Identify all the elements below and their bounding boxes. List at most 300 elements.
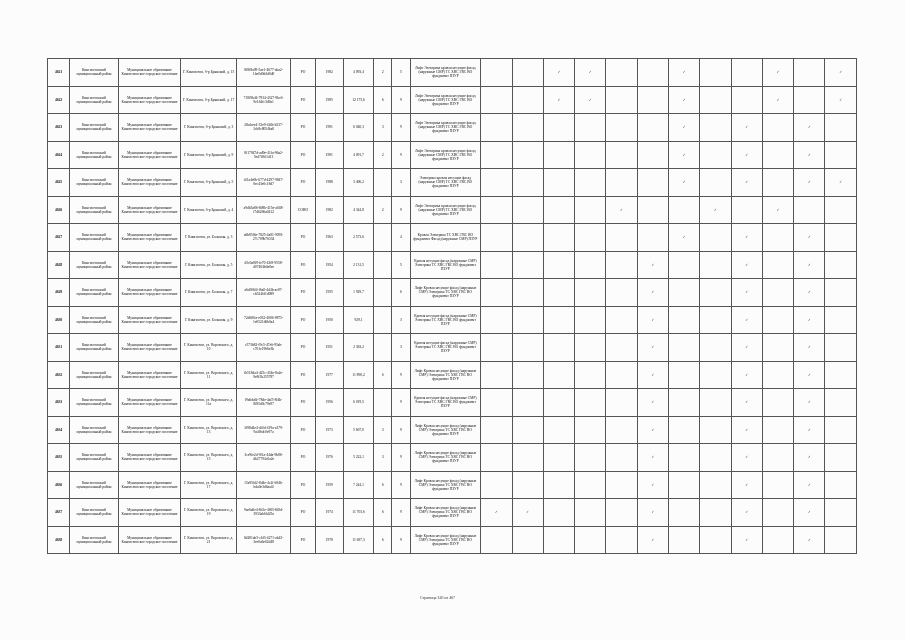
work-check-cell [825,169,857,197]
owner-cell: Муниципальное образование Кингисеппское городское поселение [118,196,181,224]
entrances-cell: 9 [392,416,410,444]
work-check-cell [762,389,793,417]
owner-cell: Муниципальное образование Кингисеппское городское поселение [118,499,181,527]
work-check-cell [731,169,762,197]
work-check-cell [731,361,762,389]
year-cell: 1982 [315,59,343,87]
check-mark-icon: ✓ [839,97,843,102]
work-check-cell [700,251,731,279]
check-mark-icon: ✓ [807,400,811,405]
work-check-cell [731,196,762,224]
district-cell: Кингисеппский муниципальный район [70,86,118,114]
work-check-cell [762,59,793,87]
work-check-cell [668,306,699,334]
work-check-cell [543,224,574,252]
work-check-cell [731,471,762,499]
row-number: 4631 [48,334,70,362]
row-number: 4621 [48,59,70,87]
type-cell: РО [291,361,315,389]
check-mark-icon: ✓ [807,482,811,487]
work-check-cell [762,196,793,224]
works-cell: Лифт Электрика кровля несущие фасад (наружные СМР) ТС ХВС ГВС ВО фундамент ПЗУР [410,114,481,142]
year-cell: 1991 [315,114,343,142]
address-cell: Г. Кингисепп, ул. Воровского, д. 15 [181,444,237,472]
owner-cell: Муниципальное образование Кингисеппское городское поселение [118,279,181,307]
check-mark-icon: ✓ [807,290,811,295]
owner-cell: Муниципальное образование Кингисеппское городское поселение [118,416,181,444]
work-check-cell [700,389,731,417]
work-check-cell [637,224,668,252]
area-cell: 12 175,6 [343,86,373,114]
check-mark-icon: ✓ [588,70,592,75]
address-cell: Г. Кингисепп, ул. Воровского, д. 21 [181,526,237,554]
floors-cell: 2 [374,141,392,169]
work-check-cell [481,526,512,554]
type-cell: РО [291,251,315,279]
work-check-cell [700,86,731,114]
work-check-cell [762,526,793,554]
work-check-cell [762,499,793,527]
work-check-cell [825,59,857,87]
check-mark-icon: ✓ [807,125,811,130]
table-row [48,196,857,224]
entrances-cell: 9 [392,444,410,472]
work-check-cell [575,224,606,252]
address-cell: Г. Кингисепп, ул. Большая, д. 5 [181,251,237,279]
work-check-cell [668,224,699,252]
work-check-cell [762,444,793,472]
entrances-cell: 3 [392,169,410,197]
work-check-cell [668,334,699,362]
work-check-cell [543,141,574,169]
work-check-cell [606,306,637,334]
check-mark-icon: ✓ [651,537,655,542]
check-mark-icon: ✓ [682,125,686,130]
type-cell: РО [291,224,315,252]
work-check-cell [575,416,606,444]
work-check-cell [512,196,543,224]
check-mark-icon: ✓ [807,427,811,432]
check-mark-icon: ✓ [745,510,749,515]
works-cell: Кровля Электрика ТС ХВС ГВС ВО фундамент Фасад (наружные СМР) ПЗУР [410,224,481,252]
work-check-cell [762,306,793,334]
guid-cell: c573b82-f9c5-47e6-95ab-c761e1966e3b [236,334,291,362]
work-check-cell [481,471,512,499]
check-mark-icon: ✓ [651,345,655,350]
check-mark-icon: ✓ [682,235,686,240]
year-cell: 1982 [315,196,343,224]
row-number: 4636 [48,471,70,499]
type-cell: РО [291,114,315,142]
work-check-cell [543,306,574,334]
type-cell: РО [291,389,315,417]
work-check-cell [606,526,637,554]
work-check-cell [575,86,606,114]
work-check-cell [606,361,637,389]
work-check-cell [668,526,699,554]
type-cell: РО [291,444,315,472]
year-cell: 1973 [315,416,343,444]
work-check-cell [794,86,825,114]
work-check-cell [731,279,762,307]
check-mark-icon: ✓ [651,400,655,405]
address-cell: Г. Кингисепп, б-р Брянский, д. 4 [181,196,237,224]
work-check-cell [668,114,699,142]
owner-cell: Муниципальное образование Кингисеппское городское поселение [118,141,181,169]
owner-cell: Муниципальное образование Кингисеппское городское поселение [118,526,181,554]
owner-cell: Муниципальное образование Кингисеппское городское поселение [118,224,181,252]
floors-cell: 3 [374,114,392,142]
work-check-cell [762,361,793,389]
floors-cell: 6 [374,499,392,527]
work-check-cell [575,306,606,334]
work-check-cell [637,334,668,362]
type-cell: РО [291,416,315,444]
check-mark-icon: ✓ [745,455,749,460]
work-check-cell [543,169,574,197]
work-check-cell [575,471,606,499]
entrances-cell: 5 [392,59,410,87]
work-check-cell [481,59,512,87]
floors-cell [374,334,392,362]
floors-cell: 6 [374,86,392,114]
type-cell: РО [291,306,315,334]
work-check-cell [794,389,825,417]
table-row [48,279,857,307]
works-cell: Лифт Кровля несущие фасад (наружные СМР) Электрика ТС ХВС ГВС ВО фундамент ПЗУР [410,499,481,527]
type-cell: РО [291,141,315,169]
entrances-cell: 5 [392,251,410,279]
guid-cell: f9a6da6f-78de-4af5-8f4b-8f85d0c79e97 [236,389,291,417]
work-check-cell [481,114,512,142]
check-mark-icon: ✓ [651,262,655,267]
works-cell: Лифт Кровля несущие фасад (наружные СМР) Электрика ТС ХВС ГВС ВО фундамент ПЗУР [410,471,481,499]
work-check-cell [606,334,637,362]
entrances-cell: 9 [392,86,410,114]
work-check-cell [512,86,543,114]
year-cell: 1974 [315,499,343,527]
work-check-cell [668,499,699,527]
work-check-cell [543,334,574,362]
owner-cell: Муниципальное образование Кингисеппское городское поселение [118,169,181,197]
floors-cell: 2 [374,196,392,224]
work-check-cell [794,141,825,169]
year-cell: 1991 [315,141,343,169]
work-check-cell [575,141,606,169]
type-cell: СОНО [291,196,315,224]
work-check-cell [606,279,637,307]
work-check-cell [794,334,825,362]
area-cell: 4 344,8 [343,196,373,224]
guid-cell: 8f17947d-ad9e-41fa-96a2-5ed7ff6f1d13 [236,141,291,169]
guid-cell: a6d0f6f4-f6a0-4d4b-ae07-cb524fd1d089 [236,279,291,307]
work-check-cell [637,279,668,307]
area-cell: 11 703,6 [343,499,373,527]
work-check-cell [575,251,606,279]
district-cell: Кингисеппский муниципальный район [70,224,118,252]
table-row [48,526,857,554]
work-check-cell [512,114,543,142]
work-check-cell [825,471,857,499]
works-cell: Кровля несущие фасад (наружные СМР) Электрика ТС ХВС ГВС ВО фундамент ПЗУР [410,334,481,362]
row-number: 4623 [48,114,70,142]
work-check-cell [543,86,574,114]
work-check-cell [575,444,606,472]
entrances-cell: 6 [392,279,410,307]
table-row [48,251,857,279]
work-check-cell [731,334,762,362]
work-check-cell [731,444,762,472]
works-cell: Лифт Электрика кровля несущие фасад (наружные СМР) ТС ХВС ГВС ВО фундамент ПЗУР [410,86,481,114]
work-check-cell [700,444,731,472]
work-check-cell [668,416,699,444]
work-check-cell [512,526,543,554]
work-check-cell [481,86,512,114]
work-check-cell [543,196,574,224]
work-check-cell [825,279,857,307]
check-mark-icon: ✓ [776,97,780,102]
works-cell: Электрика кровля несущие фасад (наружные СМР) ТС ХВС ГВС ВО фундамент ПЗУР [410,169,481,197]
work-check-cell [606,389,637,417]
table-row [48,444,857,472]
work-check-cell [794,169,825,197]
check-mark-icon: ✓ [807,235,811,240]
work-check-cell [512,499,543,527]
check-mark-icon: ✓ [557,97,561,102]
work-check-cell [606,444,637,472]
check-mark-icon: ✓ [651,455,655,460]
area-cell: 11 697,3 [343,526,373,554]
type-cell: РО [291,499,315,527]
works-cell: Лифт Кровля несущие фасад (наружные СМР) Электрика ТС ХВС ГВС ВО фундамент ПЗУР [410,416,481,444]
work-check-cell [825,334,857,362]
row-number: 4635 [48,444,70,472]
work-check-cell [637,114,668,142]
work-check-cell [637,471,668,499]
work-check-cell [700,59,731,87]
work-check-cell [731,389,762,417]
check-mark-icon: ✓ [494,510,498,515]
floors-cell: 6 [374,526,392,554]
work-check-cell [575,196,606,224]
work-check-cell [543,471,574,499]
work-check-cell [637,306,668,334]
work-check-cell [731,114,762,142]
guid-cell: 0d281ab5-c6f3-4271-ab43-3ee0a6e02d48 [236,526,291,554]
work-check-cell [512,251,543,279]
work-check-cell [700,361,731,389]
work-check-cell [575,59,606,87]
work-check-cell [731,86,762,114]
guid-cell: 4f1a4e0b-677d-4297-9847-0ec43e0c18d7 [236,169,291,197]
entrances-cell: 9 [392,526,410,554]
row-number: 4638 [48,526,70,554]
work-check-cell [512,471,543,499]
check-mark-icon: ✓ [807,152,811,157]
guid-cell: d5c0a8f9-fe70-43f8-9558-d07404b0a0ee [236,251,291,279]
work-check-cell [762,251,793,279]
district-cell: Кингисеппский муниципальный район [70,59,118,87]
row-number: 4633 [48,389,70,417]
work-check-cell [668,389,699,417]
area-cell: 11 890,2 [343,361,373,389]
check-mark-icon: ✓ [807,345,811,350]
work-check-cell [481,361,512,389]
works-cell: Лифт Кровля несущие фасад (наружные СМР) Электрика ТС ХВС ГВС ВО фундамент ПЗУР [410,444,481,472]
work-check-cell [481,141,512,169]
district-cell: Кингисеппский муниципальный район [70,306,118,334]
check-mark-icon: ✓ [776,70,780,75]
guid-cell: 2fbdcee4-33e9-4f4b-b537-3cb8c8054ba0 [236,114,291,142]
table-row [48,59,857,87]
address-cell: Г. Кингисепп, б-р Брянский, д. 9 [181,141,237,169]
type-cell: РО [291,334,315,362]
work-check-cell [637,169,668,197]
district-cell: Кингисеппский муниципальный район [70,279,118,307]
floors-cell [374,169,392,197]
work-check-cell [543,416,574,444]
table-row [48,86,857,114]
owner-cell: Муниципальное образование Кингисеппское городское поселение [118,389,181,417]
owner-cell: Муниципальное образование Кингисеппское городское поселение [118,444,181,472]
work-check-cell [512,141,543,169]
work-check-cell [637,499,668,527]
work-check-cell [668,196,699,224]
type-cell: РО [291,526,315,554]
entrances-cell: 9 [392,361,410,389]
check-mark-icon: ✓ [807,537,811,542]
work-check-cell [512,389,543,417]
check-mark-icon: ✓ [807,510,811,515]
area-cell: 1 929,7 [343,279,373,307]
check-mark-icon: ✓ [557,70,561,75]
work-check-cell [668,141,699,169]
work-check-cell [794,416,825,444]
guid-cell: a9db5a86-8d9b-415e-a048-f7d6266a0412 [236,196,291,224]
work-check-cell [606,86,637,114]
row-number: 4637 [48,499,70,527]
work-check-cell [606,59,637,87]
work-check-cell [825,141,857,169]
check-mark-icon: ✓ [682,152,686,157]
work-check-cell [731,526,762,554]
floors-cell: 3 [374,416,392,444]
check-mark-icon: ✓ [807,317,811,322]
entrances-cell: 9 [392,196,410,224]
work-check-cell [825,251,857,279]
guid-cell: 9ae6a0e4-8d1e-4f83-8d5d-3933ab6fd25a [236,499,291,527]
work-check-cell [606,499,637,527]
district-cell: Кингисеппский муниципальный район [70,471,118,499]
work-check-cell [575,334,606,362]
work-check-cell [794,306,825,334]
district-cell: Кингисеппский муниципальный район [70,196,118,224]
work-check-cell [481,389,512,417]
work-check-cell [762,334,793,362]
work-check-cell [668,59,699,87]
type-cell: РО [291,471,315,499]
owner-cell: Муниципальное образование Кингисеппское городское поселение [118,334,181,362]
work-check-cell [794,251,825,279]
work-check-cell [575,389,606,417]
check-mark-icon: ✓ [651,372,655,377]
work-check-cell [637,361,668,389]
works-cell: Лифт Кровля несущие фасад (наружные СМР) Электрика ТС ХВС ГВС ВО фундамент ПЗУР [410,526,481,554]
work-check-cell [481,169,512,197]
check-mark-icon: ✓ [807,262,811,267]
owner-cell: Муниципальное образование Кингисеппское городское поселение [118,114,181,142]
check-mark-icon: ✓ [807,455,811,460]
work-check-cell [512,306,543,334]
district-cell: Кингисеппский муниципальный район [70,251,118,279]
work-check-cell [637,196,668,224]
page-footer: Страница 320 из 467 [420,595,456,600]
work-check-cell [700,279,731,307]
work-check-cell [481,224,512,252]
guid-cell: 3ce9fe2d-9f1a-44da-9b86-db27794c0a2e [236,444,291,472]
work-check-cell [481,416,512,444]
work-check-cell [700,416,731,444]
address-cell: Г. Кингисепп, ул. Воровского, д. 11 [181,361,237,389]
area-cell: 2 573,6 [343,224,373,252]
address-cell: Г. Кингисепп, ул. Воровского, д. 19 [181,499,237,527]
works-cell: Лифт Электрика кровля несущие фасад (наружные СМР) ТС ХВС ГВС ВО фундамент ПЗУР [410,59,481,87]
work-check-cell [762,471,793,499]
district-cell: Кингисеппский муниципальный район [70,334,118,362]
work-check-cell [481,444,512,472]
work-check-cell [543,526,574,554]
work-check-cell [731,499,762,527]
work-check-cell [543,499,574,527]
area-cell: 6 019,5 [343,389,373,417]
work-check-cell [637,444,668,472]
work-check-cell [700,141,731,169]
year-cell: 1988 [315,169,343,197]
table-row [48,334,857,362]
work-check-cell [700,471,731,499]
address-cell: Г. Кингисепп, б-р Брянский, д. 3 [181,114,237,142]
work-check-cell [668,86,699,114]
check-mark-icon: ✓ [745,482,749,487]
work-check-cell [668,279,699,307]
work-check-cell [668,361,699,389]
work-check-cell [794,471,825,499]
year-cell: 1977 [315,361,343,389]
owner-cell: Муниципальное образование Кингисеппское городское поселение [118,361,181,389]
work-check-cell [794,196,825,224]
work-check-cell [762,416,793,444]
year-cell: 1976 [315,444,343,472]
district-cell: Кингисеппский муниципальный район [70,444,118,472]
work-check-cell [668,251,699,279]
works-cell: Лифт Кровля несущие фасад (наружные СМР) Электрика ТС ХВС ГВС ВО фундамент ПЗУР [410,279,481,307]
type-cell: РО [291,169,315,197]
work-check-cell [543,279,574,307]
work-check-cell [481,251,512,279]
area-cell: 7 244,1 [343,471,373,499]
guid-cell: 8f8f8a09-5ae1-4677-aba2-1be0d0d4d0d0 [236,59,291,87]
work-check-cell [481,196,512,224]
year-cell: 1950 [315,306,343,334]
address-cell: Г. Кингисепп, б-р Брянский, д. 5 [181,169,237,197]
check-mark-icon: ✓ [745,262,749,267]
work-check-cell [606,141,637,169]
address-cell: Г. Кингисепп, ул. Воровского, д. 10 [181,334,237,362]
year-cell: 1956 [315,389,343,417]
check-mark-icon: ✓ [651,510,655,515]
works-cell: Лифт Электрика кровля несущие фасад (наружные СМР) ТС ХВС ГВС ВО фундамент ПЗУР [410,196,481,224]
row-number: 4628 [48,251,70,279]
